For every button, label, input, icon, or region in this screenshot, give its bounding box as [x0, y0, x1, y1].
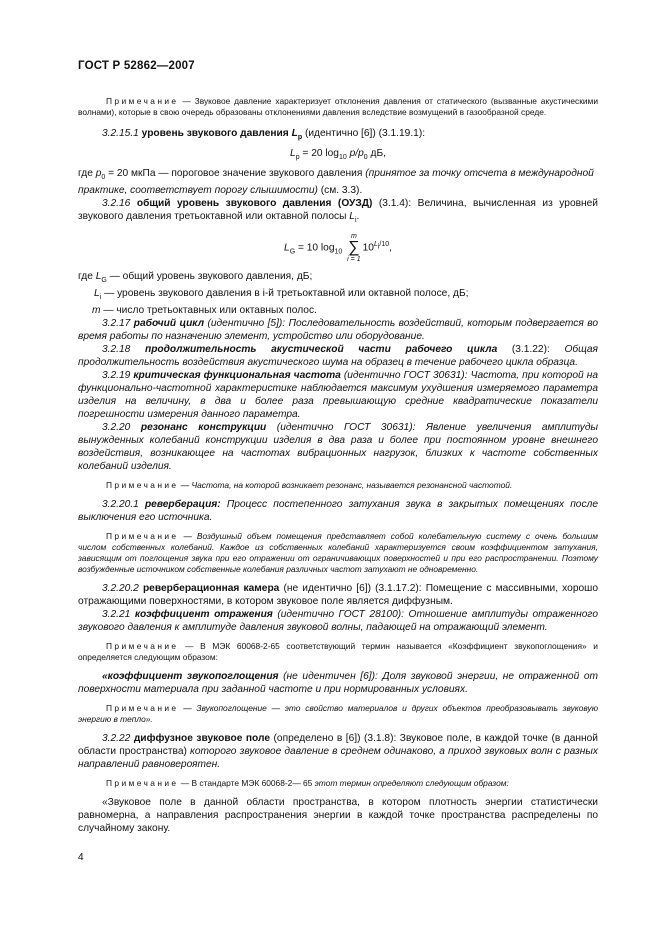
formula-end: ,	[389, 242, 392, 254]
term-3-2-18	[78, 343, 598, 369]
term-ref: (идентично [6]) (3.1.19.1):	[302, 128, 426, 139]
term-title: критическая функциональная частота	[133, 370, 341, 382]
note-label: Примечание	[106, 531, 179, 542]
where-ref: (см. 3.3).	[317, 185, 363, 197]
formula-ratio-sub: 0	[363, 154, 368, 162]
term-number: 3.2.22	[102, 733, 131, 745]
note-text: — В МЭК 60068-2-65 соответствующий термин называется «Коэффициент звукопоглощения» и определяется следующим образом:	[78, 641, 598, 663]
term-title: «коэффициент звукопоглощения	[102, 671, 279, 683]
where-label: где	[78, 168, 96, 180]
term-number: 3.2.20	[102, 422, 131, 434]
where-text: — уровень звукового давления в i-й третьоктавной или октавной полосе, дБ;	[101, 288, 469, 300]
term-title: реверберационная камера	[142, 583, 280, 595]
where-symbol: m	[92, 305, 101, 317]
where-symbol: p	[95, 168, 102, 180]
formula-lhs: L	[284, 242, 290, 254]
term-definition: (не идентично [6]) (3.1.17.2): Помещение с массивными, хорошо отражающими поверхностями, в котором звуковое поле является диффузным.	[78, 583, 598, 608]
note-italic-text: этот термин определяют следующим образом:	[314, 778, 509, 789]
term-definition: Общая продолжительность воздействия акустического шума на образец в течение рабочего цикла образца.	[78, 344, 599, 369]
term-3-2-20-2	[78, 582, 598, 608]
where-label: где	[78, 271, 96, 283]
formula-spl	[78, 147, 598, 164]
where-italic-text: (принятое за точку отсчета в международной практике, соответствует порогу слышимости)	[78, 168, 594, 197]
term-3-2-21	[78, 608, 598, 634]
formula-exp-rest: /10	[379, 241, 390, 249]
term-title: общий уровень звукового давления (ОУЗД)	[136, 198, 373, 210]
term-symbol: L	[349, 211, 355, 223]
formula-sub: p	[295, 154, 300, 162]
where-text: = 20 мкПа — пороговое значение звукового давления	[105, 168, 366, 180]
note-text: — Частота, на которой возникает резонанс, называется резонансной частотой.	[178, 480, 513, 491]
term-3-2-16	[78, 197, 598, 227]
sum-lower-limit: i = 1	[347, 256, 361, 264]
where-symbol-sub: 0	[101, 174, 106, 182]
note-label: Примечание	[106, 480, 179, 491]
term-title: уровень звукового давления	[141, 128, 289, 139]
page-content	[78, 96, 598, 835]
term-definition: (идентично ГОСТ 30631): Явление увеличения амплитуды вынужденных колебаний конструкции изделия в два раза и более при постоянном уровне внешнего воздействия, возникающее на частотах вибрационных нагрузок, близких к частоте собственных колебаний изделия.	[78, 422, 598, 473]
term-definition: (идентично [5]): Последовательность воздействий, которым подвергается во время работы по назначению элемент, устройство или оборудование.	[78, 318, 598, 343]
note-reverberation	[78, 531, 598, 575]
term-end: .	[356, 211, 360, 223]
term-number: 3.2.21	[102, 609, 131, 621]
sum-sign	[347, 232, 360, 264]
formula-spl-where	[78, 167, 598, 197]
term-title: реверберация:	[144, 499, 221, 511]
term-number: 3.2.16	[102, 198, 131, 210]
formula-overall-spl	[78, 232, 598, 264]
term-number: 3.2.18	[102, 344, 131, 356]
quote-text: «Звуковое поле в данной области пространства, в котором плотность энергии статистически равномерна, а направления распространения энергии в каждой точке пространства распределены по случайному закону.	[78, 797, 598, 835]
term-title: резонанс конструкции	[140, 422, 267, 434]
term-definition: которого звуковое давление в среднем одинаково, а приход звуковых волн с разных направлений равновероятен.	[78, 746, 598, 771]
term-title: диффузное звуковое поле	[133, 733, 270, 745]
note-label: Примечание	[106, 778, 179, 789]
note-label: Примечание	[106, 703, 179, 714]
term-definition: (3.1.4): Величина, вычисленная из уровней звукового давления третьоктавной или октавной полосы	[78, 198, 598, 223]
where-text: — число третьоктавных или октавных полос.	[100, 305, 317, 317]
term-3-2-19	[78, 369, 598, 421]
formula-part: = 20 log	[299, 148, 339, 160]
note-text: — В стандарте МЭК 60068-2— 65	[178, 778, 315, 789]
term-symbol: L	[291, 128, 298, 139]
sum-upper-limit: m	[350, 233, 357, 241]
formula-lhs-sub: G	[289, 248, 296, 256]
term-title: рабочий цикл	[133, 318, 205, 330]
note-iec-absorption	[78, 641, 598, 663]
quote-diffuse-field	[78, 796, 598, 835]
formula-overall-where-2	[78, 287, 598, 304]
note-resonance	[78, 480, 598, 491]
formula-eq: = 10 log	[295, 242, 335, 254]
formula-overall-where-3	[78, 304, 598, 317]
term-definition: (идентично ГОСТ 28100): Отношение амплитуды отраженного звукового давления к амплитуде давления звуковой волны, падающей на отражающий элемент.	[78, 609, 598, 634]
note-text: — Звукопоглощение — это свойство материалов и других объектов преобразовывать звуковую энергию в тепло».	[78, 703, 598, 725]
formula-log-base: 10	[338, 154, 347, 162]
term-definition: Процесс постепенного затухания звука в закрытых помещениях после выключения его источника.	[78, 499, 598, 524]
sigma-icon: ∑	[348, 239, 360, 257]
term-number: 3.2.20.1	[102, 499, 139, 511]
term-ref: (определено в [6]) (3.1.8): Звуковое поле, в каждой точке (в данной области пространства)	[78, 733, 598, 758]
formula-overall-where-1	[78, 270, 598, 287]
term-absorption	[78, 670, 598, 696]
note-text: — Воздушный объем помещения представляет собой колебательную систему с очень большим числом собственных колебаний. Каждое из собственных колебаний характеризуется своим коэффициентом затухания, зависящим от поглощения звука при его отражении от ограничивающих поверхностей и при его распространении. Поэтому возбужденные источником собственные колебания различных частот затухают не одновременно.	[78, 531, 598, 575]
term-number: 3.2.20.2	[102, 583, 139, 595]
formula-exp-sub: i	[377, 243, 380, 251]
term-3-2-20	[78, 421, 598, 473]
term-symbol-sub: p	[297, 134, 303, 142]
note-label: Примечание	[106, 641, 179, 652]
formula-ratio: p/p	[346, 148, 364, 160]
where-text: — общий уровень звукового давления, дБ;	[106, 271, 313, 283]
formula-symbol: L	[290, 148, 296, 160]
note-iec-diffuse	[78, 778, 598, 789]
formula-unit: дБ,	[367, 148, 386, 160]
page-number: 4	[78, 852, 84, 863]
note-text: — Звуковое давление характеризует отклонения давления от статического (вызванные акустическими волнами), которые в свою очередь образованы отклонениями давления вследствие возмущений в газообразной среде.	[78, 96, 598, 117]
where-symbol: L	[94, 288, 100, 300]
term-title: продолжительность акустической части рабочего цикла	[144, 344, 498, 356]
term-3-2-22	[78, 732, 598, 771]
where-symbol-sub: i	[99, 294, 102, 302]
term-3-2-17	[78, 317, 598, 343]
term-number: 3.2.17	[102, 318, 131, 330]
where-symbol: L	[95, 271, 102, 283]
term-3-2-20-1	[78, 498, 598, 524]
formula-base: 10	[362, 242, 374, 254]
page-header: ГОСТ Р 52862—2007	[78, 60, 195, 72]
term-definition: (не идентичен [6]): Доля звуковой энергии, не отраженной от поверхности материала при заданной частоте и при нормированных условиях.	[78, 671, 598, 696]
term-ref: (3.1.22):	[497, 344, 550, 356]
term-symbol-sub: i	[354, 217, 357, 225]
term-title: коэффициент отражения	[134, 609, 273, 621]
term-number: 3.2.15.1	[102, 128, 139, 139]
term-definition: (идентично ГОСТ 30631): Частота, при которой на функционально-частотной характеристике наблюдается максимум ухудшения измеряемого параметра изделия на величину, в два и более раза превышающую средние квадратические показатели погрешности измерения данного параметра.	[78, 370, 598, 421]
note-sound-pressure	[78, 96, 598, 118]
formula-log-base: 10	[334, 248, 343, 256]
term-3-2-15-1	[78, 127, 598, 144]
note-absorption	[78, 703, 598, 725]
formula-exp: L	[373, 241, 378, 249]
term-number: 3.2.19	[102, 370, 131, 382]
where-symbol-sub: G	[101, 277, 107, 285]
note-label: Примечание	[106, 96, 179, 106]
